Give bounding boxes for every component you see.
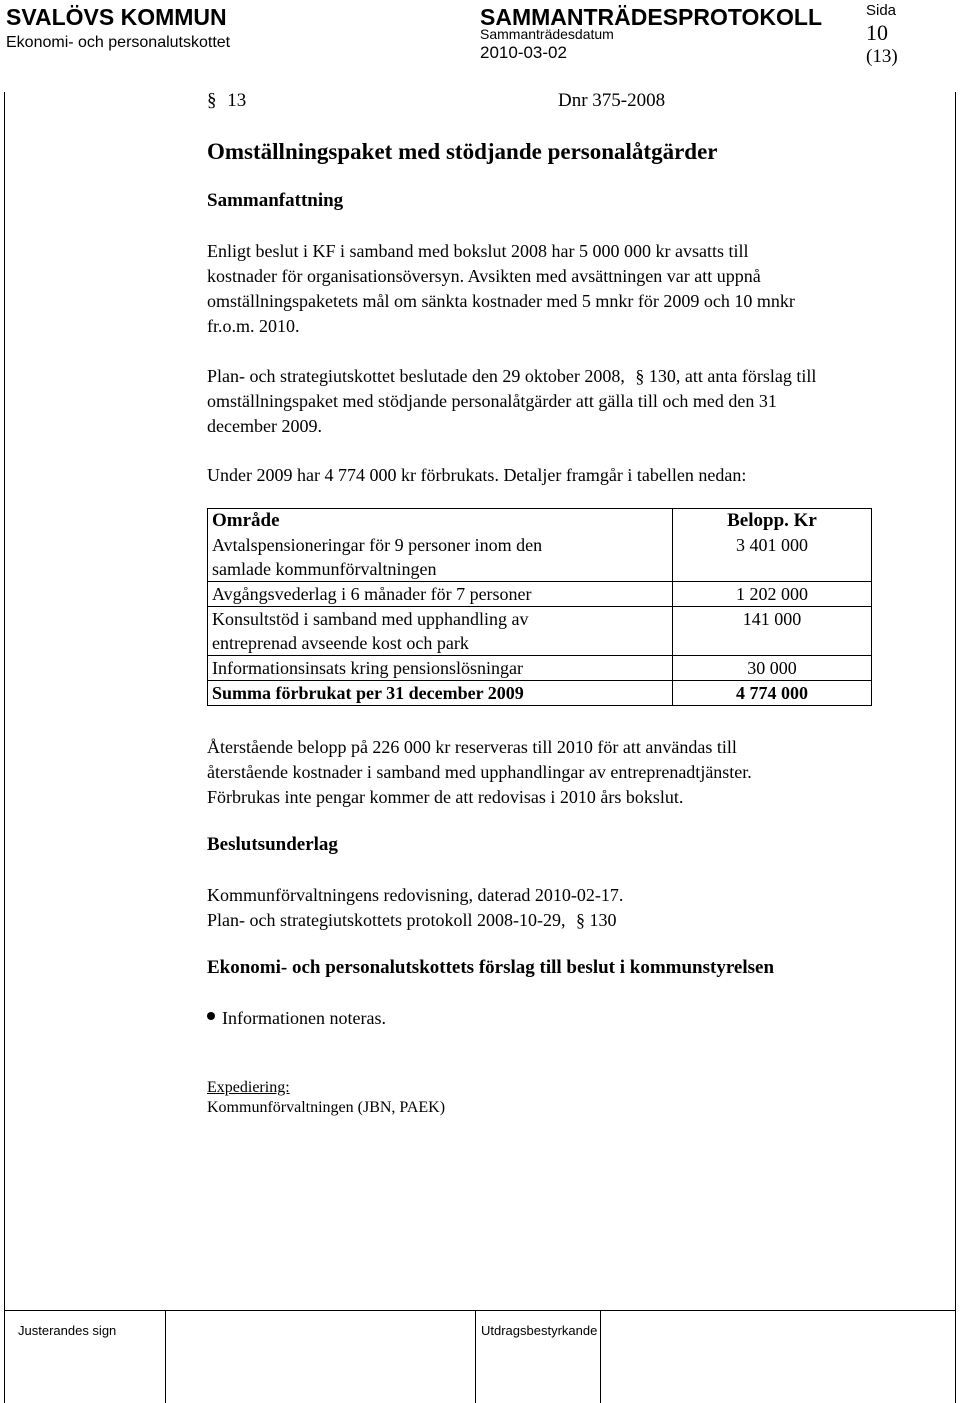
text-line: Enligt beslut i KF i samband med bokslut 2008 har 5 000 000 kr avsatts till [207, 241, 749, 261]
bullet-icon [207, 1012, 215, 1020]
row-label: Informationsinsats kring pensionslösningar [208, 656, 673, 681]
footer-divider [475, 1310, 476, 1403]
item-title: Omställningspaket med stödjande personalåtgärder [207, 139, 718, 164]
protocol-title: SAMMANTRÄDESPROTOKOLL [480, 4, 823, 30]
row-amount: 141 000 [673, 607, 872, 656]
text-line: kostnader för organisationsöversyn. Avsikten med avsättningen var att uppnå [207, 266, 761, 286]
table-header-row [208, 509, 872, 534]
row-label: Avtalspensioneringar för 9 personer inom den samlade kommunförvaltningen [208, 533, 673, 582]
meeting-date-label: Sammanträdesdatum [480, 26, 614, 42]
page-label: Sida [866, 2, 897, 19]
proposal-bullet: Informationen noteras. [222, 1008, 386, 1028]
dispatch-label: Expediering: [207, 1079, 290, 1096]
summary-paragraph-2 [207, 364, 907, 439]
row-label: Konsultstöd i samband med upphandling av entreprenad avseende kost och park [208, 607, 673, 656]
summary-heading: Sammanfattning [207, 190, 344, 211]
summary-paragraph-1 [207, 239, 907, 339]
meeting-date: 2010-03-02 [480, 43, 567, 62]
table-row [208, 533, 872, 582]
footer-sign-label: Justerandes sign [18, 1323, 117, 1338]
page-number: 10 [866, 20, 888, 45]
column-header-area: Område [208, 509, 673, 534]
cost-table [207, 508, 872, 706]
basis-line-2: Plan- och strategiutskottets protokoll 2008-10-29, § 130 [207, 910, 617, 930]
row-label: Avgångsvederlag i 6 månader för 7 personer [208, 582, 673, 607]
text-line: fr.o.m. 2010. [207, 316, 300, 336]
table-row [208, 582, 872, 607]
row-amount: 3 401 000 [673, 533, 872, 582]
basis-heading: Beslutsunderlag [207, 834, 338, 855]
table-row [208, 656, 872, 681]
footer-divider [600, 1310, 601, 1403]
proposal-heading: Ekonomi- och personalutskottets förslag till beslut i kommunstyrelsen [207, 957, 775, 978]
text-line: återstående kostnader i samband med upphandlingar av entreprenadtjänster. [207, 762, 752, 782]
text-line: Plan- och strategiutskottet beslutade den 29 oktober 2008, § 130, att anta förslag till [207, 366, 817, 386]
footer-extract-label: Utdragsbestyrkande [481, 1323, 598, 1338]
left-margin-rule [4, 92, 5, 1403]
dnr: Dnr 375-2008 [558, 90, 666, 111]
item-number-value: 13 [227, 90, 247, 111]
basis-line-1: Kommunförvaltningens redovisning, daterad 2010-02-17. [207, 885, 624, 905]
table-row [208, 607, 872, 656]
total-amount: 4 774 000 [673, 681, 872, 706]
footer-divider [165, 1310, 166, 1403]
item-number [207, 88, 246, 113]
footer-rule [4, 1310, 956, 1311]
page-total: (13) [866, 46, 898, 67]
row-amount: 30 000 [673, 656, 872, 681]
text-line: omställningspaketets mål om sänkta kostnader med 5 mnkr för 2009 och 10 mnkr [207, 291, 795, 311]
text-line: december 2009. [207, 416, 322, 436]
text-line: Återstående belopp på 226 000 kr reserveras till 2010 för att användas till [207, 737, 737, 757]
total-label: Summa förbrukat per 31 december 2009 [208, 681, 673, 706]
column-header-amount: Belopp. Kr [673, 509, 872, 534]
text-line: Förbrukas inte pengar kommer de att redovisas i 2010 års bokslut. [207, 787, 684, 807]
right-margin-rule [955, 92, 956, 1403]
remaining-paragraph [207, 735, 907, 810]
department-name: Ekonomi- och personalutskottet [6, 34, 231, 51]
section-symbol: § [207, 90, 217, 111]
summary-paragraph-3: Under 2009 har 4 774 000 kr förbrukats. Detaljer framgår i tabellen nedan: [207, 465, 747, 485]
dispatch-recipients: Kommunförvaltningen (JBN, PAEK) [207, 1099, 446, 1116]
row-amount: 1 202 000 [673, 582, 872, 607]
organization-name: SVALÖVS KOMMUN [6, 4, 227, 30]
table-total-row [208, 681, 872, 706]
text-line: omställningspaket med stödjande personalåtgärder att gälla till och med den 31 [207, 391, 777, 411]
